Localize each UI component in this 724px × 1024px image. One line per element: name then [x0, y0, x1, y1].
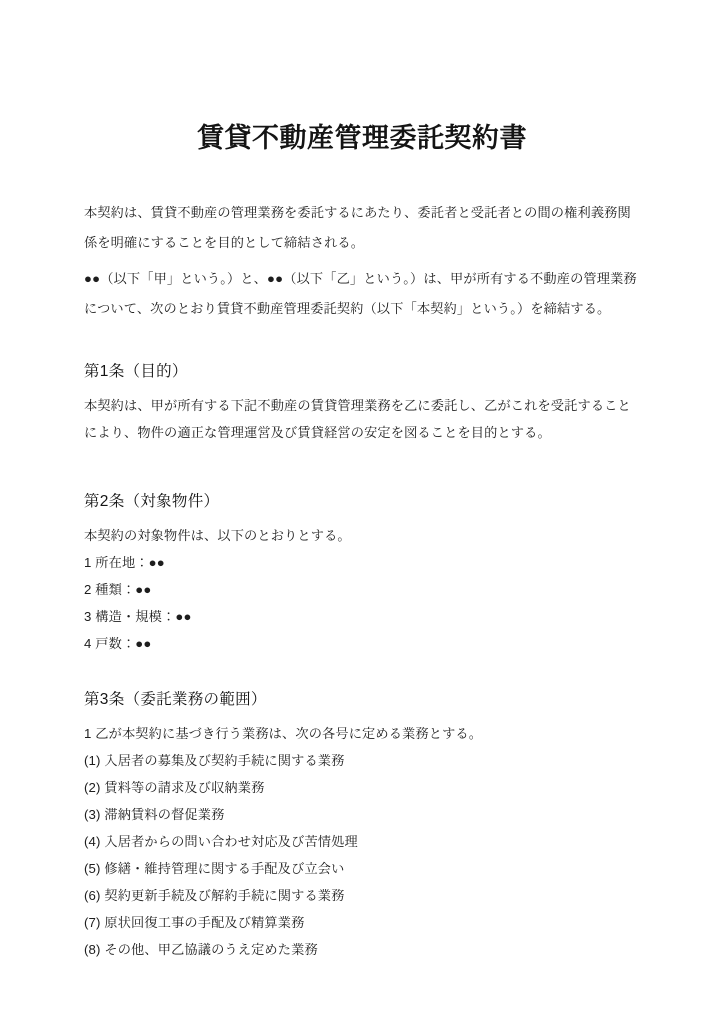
preamble-paragraph-1: 本契約は、賃貸不動産の管理業務を委託するにあたり、委託者と受託者との間の権利義務関係を明確にすることを目的として締結される。 [84, 205, 631, 250]
section-heading-article-2: 第2条（対象物件） [84, 493, 220, 510]
list-item: (6) 契約更新手続及び解約手続に関する業務 [84, 888, 345, 903]
item-list-article-3 [84, 747, 640, 963]
section-lead-article-1: 本契約は、甲が所有する下記不動産の賃貸管理業務を乙に委託し、乙がこれを受託することにより、物件の適正な管理運営及び賃貸経営の安定を図ることを目的とする。 [84, 398, 631, 440]
list-item: 3 構造・規模：●● [84, 609, 192, 624]
list-item: 2 種類：●● [84, 582, 152, 597]
list-item: (4) 入居者からの問い合わせ対応及び苦情処理 [84, 834, 358, 849]
list-item: 1 所在地：●● [84, 555, 165, 570]
preamble-paragraph-2: ●●（以下「甲」という。）と、●●（以下「乙」という。）は、甲が所有する不動産の管理業務について、次のとおり賃貸不動産管理委託契約（以下「本契約」という。）を締結する。 [84, 271, 637, 316]
section-heading-article-3: 第3条（委託業務の範囲） [84, 691, 267, 708]
list-item: (8) その他、甲乙協議のうえ定めた業務 [84, 942, 318, 957]
section-lead-article-2: 本契約の対象物件は、以下のとおりとする。 [84, 528, 351, 543]
section-article-1 [84, 358, 640, 446]
preamble-block [84, 198, 640, 258]
list-item: (1) 入居者の募集及び契約手続に関する業務 [84, 753, 345, 768]
item-list-article-2 [84, 549, 640, 657]
list-item: (7) 原状回復工事の手配及び精算業務 [84, 915, 305, 930]
section-heading-article-1: 第1条（目的） [84, 363, 188, 380]
section-article-2 [84, 488, 640, 657]
document-title: 賃貸不動産管理委託契約書 [197, 123, 527, 154]
preamble-block-2 [84, 264, 640, 324]
section-article-3 [84, 686, 640, 963]
list-item: (5) 修繕・維持管理に関する手配及び立会い [84, 861, 345, 876]
section-lead-article-3: 1 乙が本契約に基づき行う業務は、次の各号に定める業務とする。 [84, 726, 483, 741]
list-item: (2) 賃料等の請求及び収納業務 [84, 780, 265, 795]
list-item: (3) 滞納賃料の督促業務 [84, 807, 225, 822]
list-item: 4 戸数：●● [84, 636, 152, 651]
